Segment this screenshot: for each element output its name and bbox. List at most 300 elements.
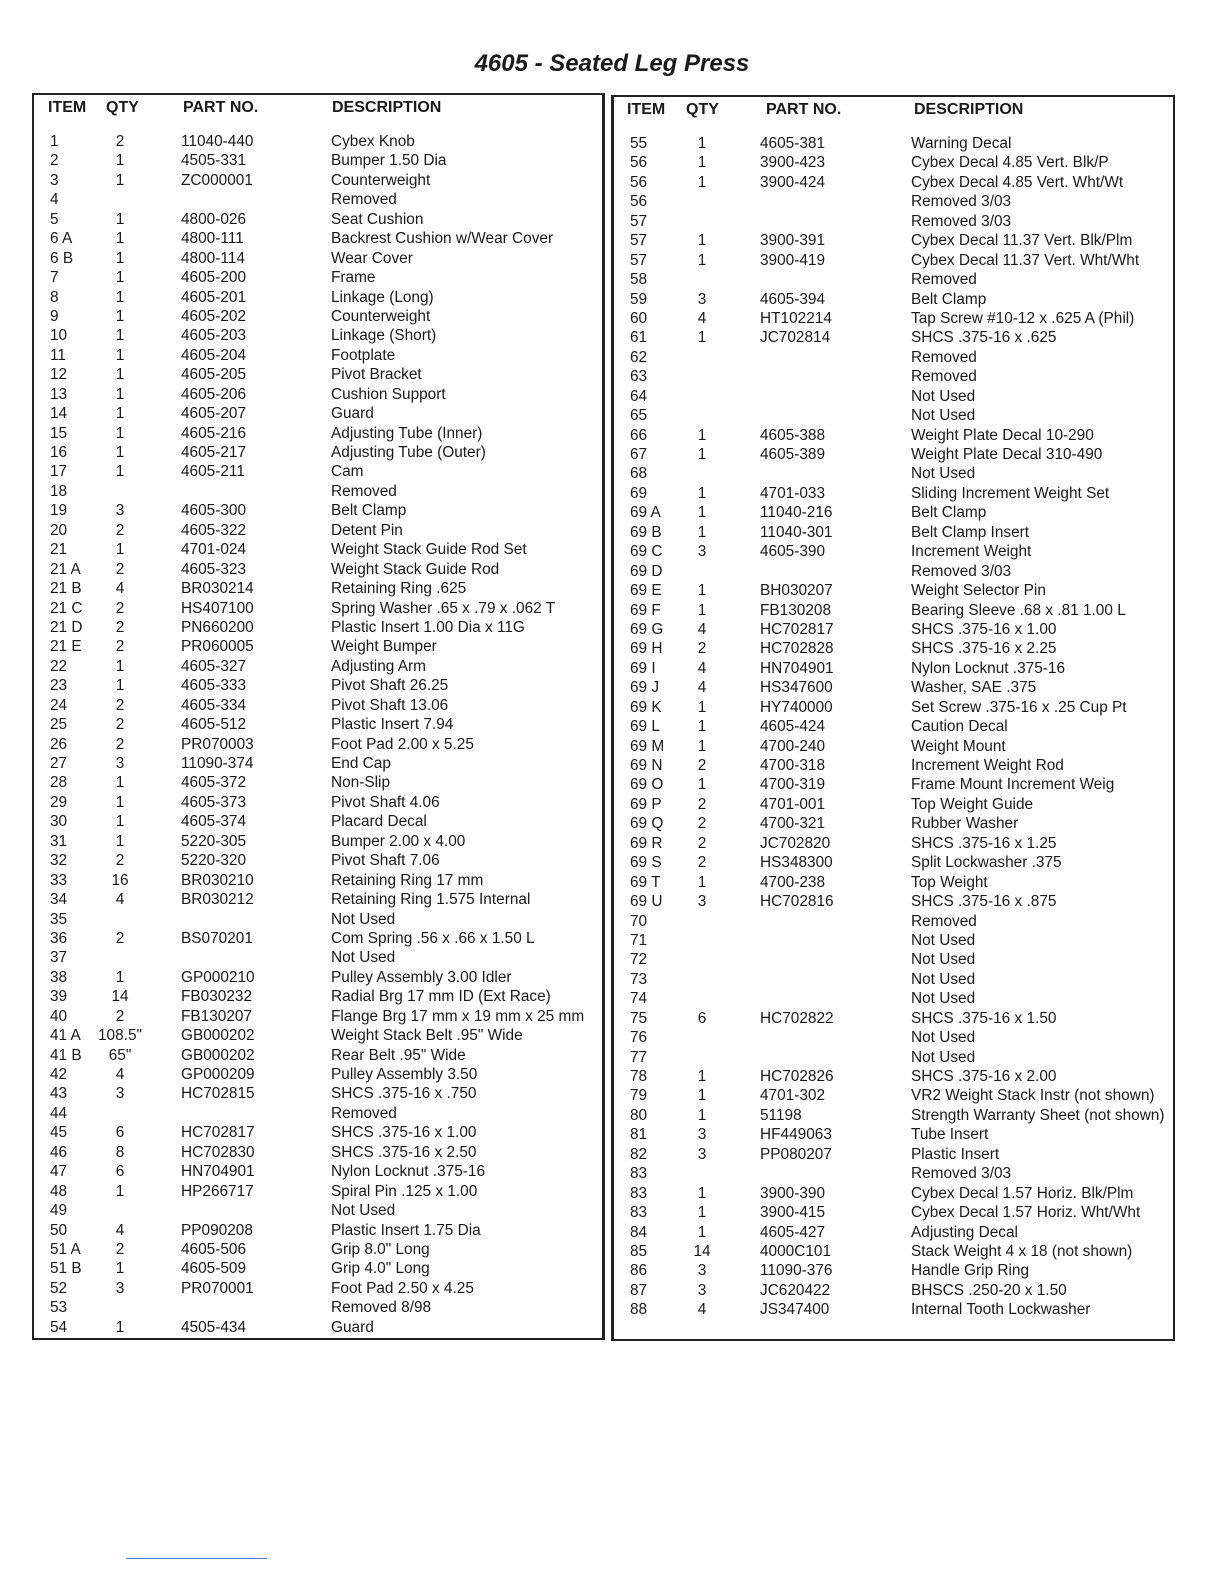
part-no-cell: 4701-033 [760,484,826,502]
table-row [614,1145,1173,1164]
qty-cell: 1 [697,1068,707,1085]
qty-cell: 3 [697,1281,707,1299]
description-cell: Weight Stack Guide Rod Set [331,541,527,559]
description-cell: Linkage (Long) [331,288,434,306]
table-row [34,812,602,831]
part-no-cell: JC620422 [760,1281,831,1299]
item-cell: 69 H [630,640,663,658]
part-no-cell: PR060005 [181,638,254,656]
part-no-cell: 3900-391 [760,232,826,250]
part-no-cell: 4605-205 [181,366,247,384]
description-cell: Belt Clamp Insert [911,523,1030,541]
table-row [614,231,1173,250]
item-cell: 87 [630,1281,648,1299]
item-cell: 13 [50,385,68,403]
qty-cell: 1 [697,173,707,191]
description-cell: Seat Cushion [331,210,424,228]
item-cell: 57 [630,212,648,230]
description-cell: Placard Decal [331,813,427,831]
part-no-cell: GP000210 [181,968,255,986]
qty-cell: 2 [697,854,707,872]
item-cell: 20 [50,521,68,539]
table-row [34,268,602,287]
description-cell: SHCS .375-16 x 1.00 [911,620,1057,638]
item-cell: 41 A [50,1027,81,1045]
part-no-cell: HC702815 [181,1085,255,1103]
description-cell: Retaining Ring .625 [331,580,467,598]
description-cell: Foot Pad 2.00 x 5.25 [331,735,474,753]
part-no-cell: 4605-506 [181,1240,247,1258]
table-row [614,1009,1173,1028]
qty-cell: 1 [697,873,707,891]
table-row [34,890,602,909]
description-cell: Retaining Ring 1.575 Internal [331,891,531,909]
part-no-cell: HC702816 [760,893,834,911]
item-cell: 6 B [50,249,74,267]
part-no-cell: 11090-374 [181,755,254,772]
description-cell: Removed [331,482,397,500]
description-cell: Tube Insert [911,1126,989,1144]
part-no-cell: 4605-322 [181,521,247,539]
table-row [34,443,602,462]
item-cell: 83 [630,1184,648,1202]
qty-cell: 1 [697,601,707,619]
qty-cell: 3 [697,1145,707,1163]
part-no-cell: BH030207 [760,582,833,600]
description-cell: SHCS .375-16 x 2.00 [911,1068,1057,1085]
description-cell: Footplate [331,346,396,364]
table-row [614,1184,1173,1203]
item-cell: 21 D [50,618,83,636]
description-cell: Weight Plate Decal 10-290 [911,426,1094,444]
item-cell: 79 [630,1087,648,1105]
description-cell: Washer, SAE .375 [911,679,1037,697]
qty-cell: 4 [697,309,707,327]
item-cell: 83 [630,1165,648,1183]
part-no-cell: 4800-026 [181,210,247,228]
table-row [614,1106,1173,1125]
description-cell: Radial Brg 17 mm ID (Ext Race) [331,988,551,1006]
part-no-cell: 4605-427 [760,1223,826,1241]
qty-cell: 1 [115,1260,125,1278]
qty-cell: 6 [115,1163,125,1181]
table-row [34,735,602,754]
description-cell: Cybex Decal 11.37 Vert. Wht/Wht [911,251,1140,269]
description-cell: BHSCS .250-20 x 1.50 [911,1281,1067,1299]
table-row [614,173,1173,192]
item-cell: 83 [630,1204,648,1222]
table-row [614,698,1173,717]
description-cell: Bumper 1.50 Dia [331,152,447,170]
item-cell: 30 [50,813,68,831]
description-cell: SHCS .375-16 x 1.25 [911,834,1057,852]
description-cell: Wear Cover [331,249,413,267]
table-row [34,190,602,209]
table-row [614,562,1173,581]
table-row [614,1261,1173,1280]
description-cell: Warning Decal [911,135,1012,152]
description-cell: Pulley Assembly 3.50 [331,1066,478,1083]
qty-cell: 1 [115,1318,125,1336]
item-cell: 36 [50,929,68,947]
item-cell: 69 F [630,601,661,619]
table-row [34,1026,602,1045]
description-cell: SHCS .375-16 x 2.50 [331,1143,477,1161]
description-cell: Not Used [911,387,976,405]
description-cell: Increment Weight [911,543,1032,561]
part-no-cell: 4000C101 [760,1242,832,1260]
item-cell: 57 [630,251,648,269]
description-cell: Plastic Insert 1.75 Dia [331,1221,481,1239]
description-cell: Adjusting Tube (Outer) [331,444,486,461]
table-row [614,290,1173,309]
description-cell: Plastic Insert 7.94 [331,716,454,734]
item-cell: 69 [630,484,648,502]
description-cell: Counterweight [331,307,431,325]
item-cell: 57 [630,232,648,250]
qty-cell: 3 [697,290,707,308]
item-cell: 15 [50,424,68,442]
parts-table-left [32,93,605,1340]
qty-cell: 1 [697,426,707,444]
item-cell: 22 [50,657,68,675]
part-no-cell: 4605-204 [181,346,247,364]
qty-cell: 1 [697,776,707,794]
table-row [614,834,1173,853]
description-cell: Adjusting Tube (Inner) [331,424,483,442]
table-row [614,1203,1173,1222]
description-cell: Belt Clamp [331,502,407,520]
qty-cell: 1 [115,152,125,170]
qty-cell: 4 [697,659,707,677]
item-cell: 23 [50,677,68,695]
table-row [614,620,1173,639]
qty-cell: 1 [697,251,707,269]
item-cell: 56 [630,173,648,191]
table-row [614,212,1173,231]
item-cell: 86 [630,1262,648,1280]
item-cell: 71 [630,931,648,949]
part-no-cell: 4800-114 [181,249,245,267]
description-cell: Not Used [911,407,976,425]
qty-cell: 3 [697,1262,707,1280]
part-no-cell: 3900-419 [760,251,826,269]
description-cell: Removed [911,368,977,386]
table-row [614,639,1173,658]
part-no-cell: JC702814 [760,329,831,347]
item-cell: 80 [630,1106,648,1124]
qty-cell: 2 [115,1240,125,1258]
qty-cell: 1 [115,249,125,267]
part-no-cell: 4605-200 [181,269,247,287]
table-row [614,542,1173,561]
table-row [34,851,602,870]
item-cell: 73 [630,970,648,988]
table-row [34,521,602,540]
part-no-cell: 4605-388 [760,426,826,444]
item-cell: 69 S [630,854,662,872]
part-no-cell: 4605-334 [181,696,247,714]
item-cell: 74 [630,990,648,1008]
description-cell: Foot Pad 2.50 x 4.25 [331,1279,474,1297]
table-row [34,676,602,695]
part-no-cell: 4605-381 [760,135,826,152]
table-row [614,464,1173,483]
table-row [34,1065,602,1084]
table-row [614,717,1173,736]
qty-cell: 1 [115,171,125,189]
qty-cell: 6 [697,1009,707,1027]
table-row [34,637,602,656]
item-cell: 9 [50,307,59,325]
item-cell: 56 [630,154,648,172]
footer-rule [126,1558,267,1559]
qty-cell: 1 [115,385,125,403]
description-cell: Removed 3/03 [911,212,1012,230]
part-no-cell: JC702820 [760,834,831,852]
qty-cell: 1 [115,346,125,364]
table-row [614,892,1173,911]
item-cell: 84 [630,1223,648,1241]
qty-cell: 1 [115,657,125,675]
item-cell: 21 C [50,599,83,617]
item-cell: 69 N [630,757,663,774]
description-cell: Not Used [911,1048,976,1066]
description-cell: VR2 Weight Stack Instr (not shown) [911,1087,1155,1105]
qty-cell: 14 [693,1242,711,1260]
qty-cell: 1 [697,737,707,755]
parts-table-right [611,95,1175,1341]
qty-cell: 1 [697,1087,707,1105]
qty-cell: 14 [111,988,129,1006]
qty-cell: 2 [115,133,125,150]
qty-cell: 1 [115,793,125,811]
part-no-cell: FB130207 [181,1007,253,1025]
table-row [34,871,602,890]
table-row [614,406,1173,425]
table-row [34,773,602,792]
description-cell: Bearing Sleeve .68 x .81 1.00 L [911,601,1126,619]
description-cell: Tap Screw #10-12 x .625 A (Phil) [911,309,1135,327]
description-cell: Backrest Cushion w/Wear Cover [331,230,554,248]
qty-cell: 4 [697,620,707,638]
item-cell: 60 [630,309,648,327]
table-row [614,153,1173,172]
part-no-cell: 4605-512 [181,716,247,734]
qty-cell: 1 [115,405,125,423]
part-no-cell: JS347400 [760,1301,830,1319]
table-row [614,659,1173,678]
item-cell: 21 B [50,580,82,598]
part-no-cell: 4700-240 [760,737,826,755]
description-cell: Top Weight [911,873,988,891]
part-no-cell: HF449063 [760,1126,832,1144]
part-no-cell: HC702822 [760,1009,834,1027]
part-no-cell: GB000202 [181,1046,255,1064]
table-row [34,948,602,967]
part-no-cell: 4605-333 [181,677,247,695]
part-no-cell: 4800-111 [181,230,244,248]
table-row [34,132,602,151]
part-no-cell: 11090-376 [760,1262,833,1280]
item-cell: 68 [630,465,648,483]
qty-cell: 4 [115,580,125,598]
description-cell: Not Used [911,951,976,969]
description-cell: Split Lockwasher .375 [911,854,1062,872]
qty-cell: 3 [115,502,125,520]
description-cell: Pivot Shaft 7.06 [331,852,440,870]
item-cell: 69 G [630,620,664,638]
header-part-no: PART NO. [766,101,842,118]
table-row [614,931,1173,950]
part-no-cell: PR070001 [181,1279,254,1297]
table-row [34,1007,602,1026]
description-cell: Stack Weight 4 x 18 (not shown) [911,1242,1133,1260]
qty-cell: 1 [115,269,125,287]
header-description: DESCRIPTION [332,99,442,116]
item-cell: 58 [630,271,648,289]
qty-cell: 2 [115,618,125,636]
description-cell: SHCS .375-16 x 2.25 [911,640,1057,658]
description-cell: Internal Tooth Lockwasher [911,1301,1091,1319]
item-cell: 81 [630,1126,648,1144]
table-row [614,445,1173,464]
part-no-cell: 4605-217 [181,444,247,461]
description-cell: Grip 8.0" Long [331,1240,430,1258]
table-row [34,365,602,384]
part-no-cell: 3900-390 [760,1184,826,1202]
description-cell: Weight Plate Decal 310-490 [911,446,1103,463]
table-row [34,1298,602,1317]
qty-cell: 1 [697,329,707,347]
part-no-cell: HY740000 [760,698,833,716]
table-row [614,484,1173,503]
part-no-cell: HC702826 [760,1068,834,1085]
table-row [34,1240,602,1259]
table-row [34,1084,602,1103]
qty-cell: 1 [115,774,125,792]
table-row [614,251,1173,270]
part-no-cell: 4605-300 [181,502,247,520]
qty-cell: 1 [697,484,707,502]
qty-cell: 1 [115,968,125,986]
qty-cell: 1 [115,444,125,461]
item-cell: 69 A [630,504,661,522]
description-cell: Guard [331,1318,374,1336]
qty-cell: 1 [115,813,125,831]
table-row [614,581,1173,600]
table-row [34,696,602,715]
table-row [614,873,1173,892]
table-row [34,307,602,326]
table-row [614,1223,1173,1242]
item-cell: 62 [630,348,648,366]
table-row [34,832,602,851]
qty-cell: 2 [115,1007,125,1025]
table-row [614,387,1173,406]
table-row [614,503,1173,522]
item-cell: 18 [50,482,68,500]
part-no-cell: PR070003 [181,735,254,753]
qty-cell: 1 [115,541,125,559]
table-row [614,912,1173,931]
table-row [34,462,602,481]
item-cell: 69 C [630,543,663,561]
description-cell: Not Used [911,465,976,483]
table-row [34,968,602,987]
item-cell: 52 [50,1279,68,1297]
item-cell: 24 [50,696,68,714]
part-no-cell: 4605-327 [181,657,247,675]
qty-cell: 16 [111,871,129,889]
table-row [614,309,1173,328]
table-row [34,540,602,559]
table-row [614,1242,1173,1261]
description-cell: Spiral Pin .125 x 1.00 [331,1182,478,1200]
description-cell: Not Used [911,970,976,988]
part-no-cell: 5220-320 [181,852,247,870]
part-no-cell: 3900-424 [760,173,826,191]
item-cell: 11 [50,346,66,364]
header-description: DESCRIPTION [914,101,1024,118]
table-row [614,970,1173,989]
part-no-cell: 4505-434 [181,1318,247,1336]
item-cell: 45 [50,1124,68,1142]
item-cell: 59 [630,290,648,308]
table-row [614,678,1173,697]
description-cell: Increment Weight Rod [911,757,1064,774]
table-row [34,501,602,520]
table-row [614,270,1173,289]
part-no-cell: PP080207 [760,1145,832,1163]
description-cell: Pivot Shaft 26.25 [331,677,449,695]
qty-cell: 1 [115,327,125,345]
description-cell: Cushion Support [331,385,446,403]
part-no-cell: BR030212 [181,891,254,909]
qty-cell: 2 [697,795,707,813]
item-cell: 38 [50,968,68,986]
description-cell: SHCS .375-16 x .875 [911,893,1057,911]
qty-cell: 4 [115,891,125,909]
description-cell: SHCS .375-16 x .750 [331,1085,477,1103]
table-row [34,424,602,443]
description-cell: Not Used [911,990,976,1008]
item-cell: 21 [50,541,68,559]
description-cell: Nylon Locknut .375-16 [331,1163,486,1181]
description-cell: Removed [331,1104,397,1122]
table-row [614,853,1173,872]
qty-cell: 1 [697,1223,707,1241]
item-cell: 12 [50,366,68,384]
part-no-cell: 4605-372 [181,774,247,792]
part-no-cell: HS347600 [760,679,833,697]
description-cell: Counterweight [331,171,431,189]
table-row [34,618,602,637]
part-no-cell: 4505-331 [181,152,247,170]
qty-cell: 2 [697,815,707,833]
table-row [614,775,1173,794]
description-cell: Strength Warranty Sheet (not shown) [911,1106,1165,1124]
qty-cell: 1 [697,523,707,541]
part-no-cell: BS070201 [181,929,253,947]
table-row [614,601,1173,620]
header-qty: QTY [686,101,719,118]
qty-cell: 2 [697,640,707,658]
item-cell: 69 R [630,834,663,852]
qty-cell: 1 [115,288,125,306]
description-cell: Belt Clamp [911,504,987,522]
qty-cell: 2 [115,716,125,734]
